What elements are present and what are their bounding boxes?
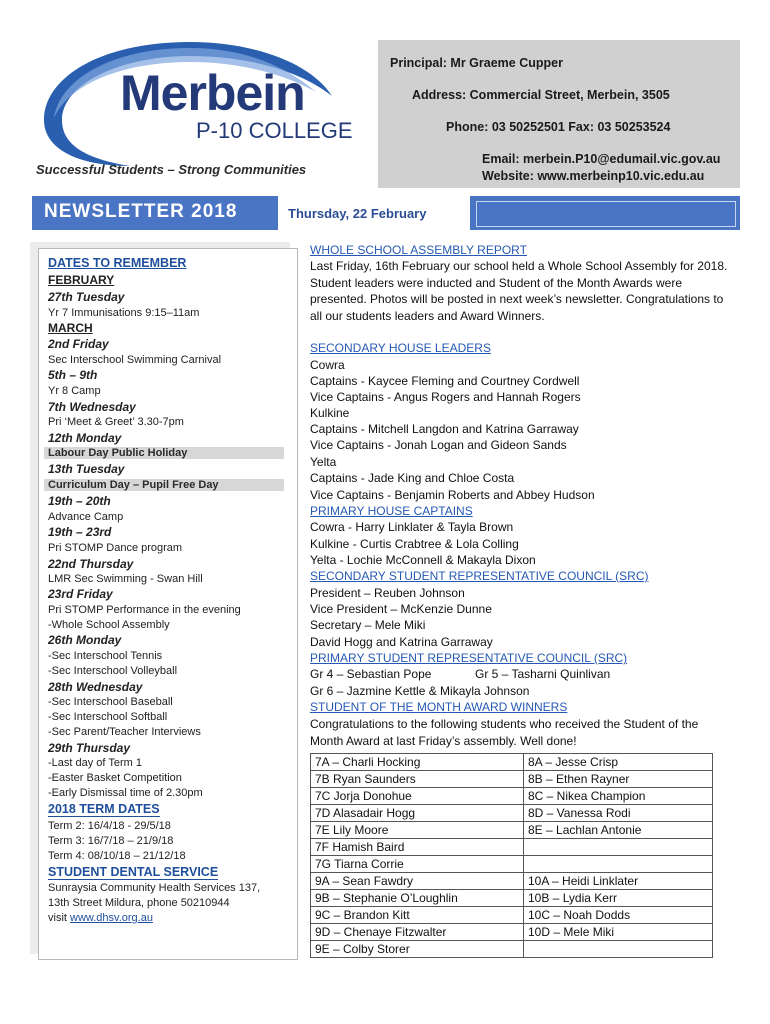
src-member: President – Reuben Johnson xyxy=(310,586,465,600)
logo-subtitle: P-10 COLLEGE xyxy=(196,118,353,143)
date-event: Sec Interschool Swimming Carnival xyxy=(48,354,222,366)
winner-cell: 7E Lily Moore xyxy=(311,822,524,839)
date-event: Advance Camp xyxy=(48,511,124,523)
date-event: -Sec Interschool Softball xyxy=(48,711,168,723)
src-member: Gr 4 – Sebastian Pope xyxy=(310,667,432,681)
winner-cell: 8A – Jesse Crisp xyxy=(524,754,713,771)
house-name: Cowra xyxy=(310,358,345,372)
date-entry: 2nd Friday xyxy=(48,337,109,351)
winner-cell: 10C – Noah Dodds xyxy=(524,907,713,924)
sotm-heading: STUDENT OF THE MONTH AWARD WINNERS xyxy=(310,700,568,714)
table-row xyxy=(311,822,713,839)
winner-cell: 8D – Vanessa Rodi xyxy=(524,805,713,822)
primary-captains: Cowra - Harry Linklater & Tayla Brown xyxy=(310,520,514,534)
table-row xyxy=(311,839,713,856)
winner-cell: 7C Jorja Donohue xyxy=(311,788,524,805)
dates-heading: DATES TO REMEMBER xyxy=(48,256,187,270)
date-entry: 23rd Friday xyxy=(48,587,113,601)
table-row xyxy=(311,856,713,873)
date-event: Yr 8 Camp xyxy=(48,385,101,397)
date-event: Yr 7 Immunisations 9:15–11am xyxy=(48,307,200,319)
date-event: Pri ‘Meet & Greet’ 3.30-7pm xyxy=(48,416,184,428)
dental-website-link[interactable]: www.dhsv.org.au xyxy=(70,912,153,924)
assembly-text: Last Friday, 16th February our school held a Whole School Assembly for 2018. Student leaders were inducted and Student of the Month Awards were presented. Photos will be posted in next week’s newsletter. Congratulations to all our students leaders and Award Winners. xyxy=(310,259,728,323)
winner-cell: 7G Tiarna Corrie xyxy=(311,856,524,873)
sotm-text: Congratulations to the following students who received the Student of the Month Award at last Friday’s assembly. Well done! xyxy=(310,717,699,748)
dental-visit-line xyxy=(48,912,153,924)
address-line: Address: Commercial Street, Merbein, 3505 xyxy=(412,88,670,102)
table-row xyxy=(311,805,713,822)
date-entry: 19th – 20th xyxy=(48,494,111,508)
house-vice-captains: Vice Captains - Benjamin Roberts and Abbey Hudson xyxy=(310,488,595,502)
house-captains: Captains - Mitchell Langdon and Katrina Garraway xyxy=(310,422,579,436)
date-entry: 7th Wednesday xyxy=(48,400,136,414)
principal-line: Principal: Mr Graeme Cupper xyxy=(390,56,563,70)
winner-cell: 9E – Colby Storer xyxy=(311,941,524,958)
tagline: Successful Students – Strong Communities xyxy=(36,162,307,177)
website-line: Website: www.merbeinp10.vic.edu.au xyxy=(482,169,705,183)
house-vice-captains: Vice Captains - Angus Rogers and Hannah Rogers xyxy=(310,390,581,404)
term-date: Term 2: 16/4/18 - 29/5/18 xyxy=(48,820,171,832)
dental-address: Sunraysia Community Health Services 137, xyxy=(48,882,261,894)
newsletter-date: Thursday, 22 February xyxy=(288,206,427,221)
house-name: Kulkine xyxy=(310,406,350,420)
table-row xyxy=(311,873,713,890)
term-date: Term 3: 16/7/18 – 21/9/18 xyxy=(48,835,174,847)
date-entry: 19th – 23rd xyxy=(48,525,112,539)
date-event: Pri STOMP Dance program xyxy=(48,542,183,554)
holiday-highlight: Labour Day Public Holiday xyxy=(44,447,284,459)
src-member: Vice President – McKenzie Dunne xyxy=(310,602,492,616)
winner-cell xyxy=(524,839,713,856)
term-dates-heading: 2018 TERM DATES xyxy=(48,802,160,816)
logo-wordmark: Merbein xyxy=(120,65,305,121)
assembly-heading: WHOLE SCHOOL ASSEMBLY REPORT xyxy=(310,243,527,257)
winner-cell: 7D Alasadair Hogg xyxy=(311,805,524,822)
date-event: -Sec Parent/Teacher Interviews xyxy=(48,726,201,738)
date-entry: 5th – 9th xyxy=(48,368,98,382)
table-row xyxy=(311,788,713,805)
winner-cell: 9D – Chenaye Fitzwalter xyxy=(311,924,524,941)
table-row xyxy=(311,890,713,907)
pri-house-heading: PRIMARY HOUSE CAPTAINS xyxy=(310,504,473,518)
table-row xyxy=(311,771,713,788)
newsletter-title: NEWSLETTER 2018 xyxy=(44,201,238,222)
sec-src-heading: SECONDARY STUDENT REPRESENTATIVE COUNCIL (SRC) xyxy=(310,569,649,583)
date-event: -Sec Interschool Volleyball xyxy=(48,665,178,677)
date-entry: 26th Monday xyxy=(48,633,122,647)
date-entry: 22nd Thursday xyxy=(48,557,134,571)
src-member: Secretary – Mele Miki xyxy=(310,618,426,632)
date-event: -Easter Basket Competition xyxy=(48,772,182,784)
email-line: Email: merbein.P10@edumail.vic.gov.au xyxy=(482,152,721,166)
winner-cell: 9B – Stephanie O’Loughlin xyxy=(311,890,524,907)
dental-visit-text: visit xyxy=(48,912,70,924)
winner-cell: 7F Hamish Baird xyxy=(311,839,524,856)
holiday-highlight: Curriculum Day – Pupil Free Day xyxy=(44,479,284,491)
winner-cell: 10A – Heidi Linklater xyxy=(524,873,713,890)
winner-cell: 7B Ryan Saunders xyxy=(311,771,524,788)
winner-cell: 9A – Sean Fawdry xyxy=(311,873,524,890)
dental-heading: STUDENT DENTAL SERVICE xyxy=(48,865,219,879)
date-event: -Whole School Assembly xyxy=(48,619,170,631)
date-event: Pri STOMP Performance in the evening xyxy=(48,604,241,616)
date-entry: 29th Thursday xyxy=(48,741,131,755)
house-name: Yelta xyxy=(310,455,337,469)
contact-panel xyxy=(378,40,740,188)
sec-house-heading: SECONDARY HOUSE LEADERS xyxy=(310,341,491,355)
date-entry: 27th Tuesday xyxy=(48,290,125,304)
winner-cell: 10D – Mele Miki xyxy=(524,924,713,941)
month-march: MARCH xyxy=(48,321,93,335)
month-february: FEBRUARY xyxy=(48,273,115,287)
winner-cell: 7A – Charli Hocking xyxy=(311,754,524,771)
table-row xyxy=(311,907,713,924)
house-captains: Captains - Jade King and Chloe Costa xyxy=(310,471,515,485)
src-member: Gr 5 – Tasharni Quinlivan xyxy=(475,667,611,681)
date-event: -Last day of Term 1 xyxy=(48,757,142,769)
date-entry: 28th Wednesday xyxy=(48,680,143,694)
dental-address: 13th Street Mildura, phone 50210944 xyxy=(48,897,230,909)
src-member: Gr 6 – Jazmine Kettle & Mikayla Johnson xyxy=(310,684,530,698)
winner-cell: 8B – Ethen Rayner xyxy=(524,771,713,788)
house-vice-captains: Vice Captains - Jonah Logan and Gideon Sands xyxy=(310,438,567,452)
term-date: Term 4: 08/10/18 – 21/12/18 xyxy=(48,850,186,862)
src-member: David Hogg and Katrina Garraway xyxy=(310,635,493,649)
primary-captains: Yelta - Lochie McConnell & Makayla Dixon xyxy=(310,553,536,567)
table-row xyxy=(311,941,713,958)
winner-cell xyxy=(524,856,713,873)
date-event: -Sec Interschool Tennis xyxy=(48,650,163,662)
winner-cell xyxy=(524,941,713,958)
pri-src-heading: PRIMARY STUDENT REPRESENTATIVE COUNCIL (SRC) xyxy=(310,651,628,665)
winner-cell: 8C – Nikea Champion xyxy=(524,788,713,805)
phone-line: Phone: 03 50252501 Fax: 03 50253524 xyxy=(446,120,671,134)
winner-cell: 10B – Lydia Kerr xyxy=(524,890,713,907)
table-row xyxy=(311,754,713,771)
date-entry: 13th Tuesday xyxy=(48,462,125,476)
winner-cell: 9C – Brandon Kitt xyxy=(311,907,524,924)
table-row xyxy=(311,924,713,941)
date-event: -Early Dismissal time of 2.30pm xyxy=(48,787,203,799)
winners-table xyxy=(310,753,713,958)
winner-cell: 8E – Lachlan Antonie xyxy=(524,822,713,839)
date-entry: 12th Monday xyxy=(48,431,122,445)
date-event: -Sec Interschool Baseball xyxy=(48,696,173,708)
banner-decor-inner xyxy=(476,201,736,227)
primary-captains: Kulkine - Curtis Crabtree & Lola Colling xyxy=(310,537,519,551)
date-event: LMR Sec Swimming - Swan Hill xyxy=(48,573,203,585)
house-captains: Captains - Kaycee Fleming and Courtney Cordwell xyxy=(310,374,580,388)
